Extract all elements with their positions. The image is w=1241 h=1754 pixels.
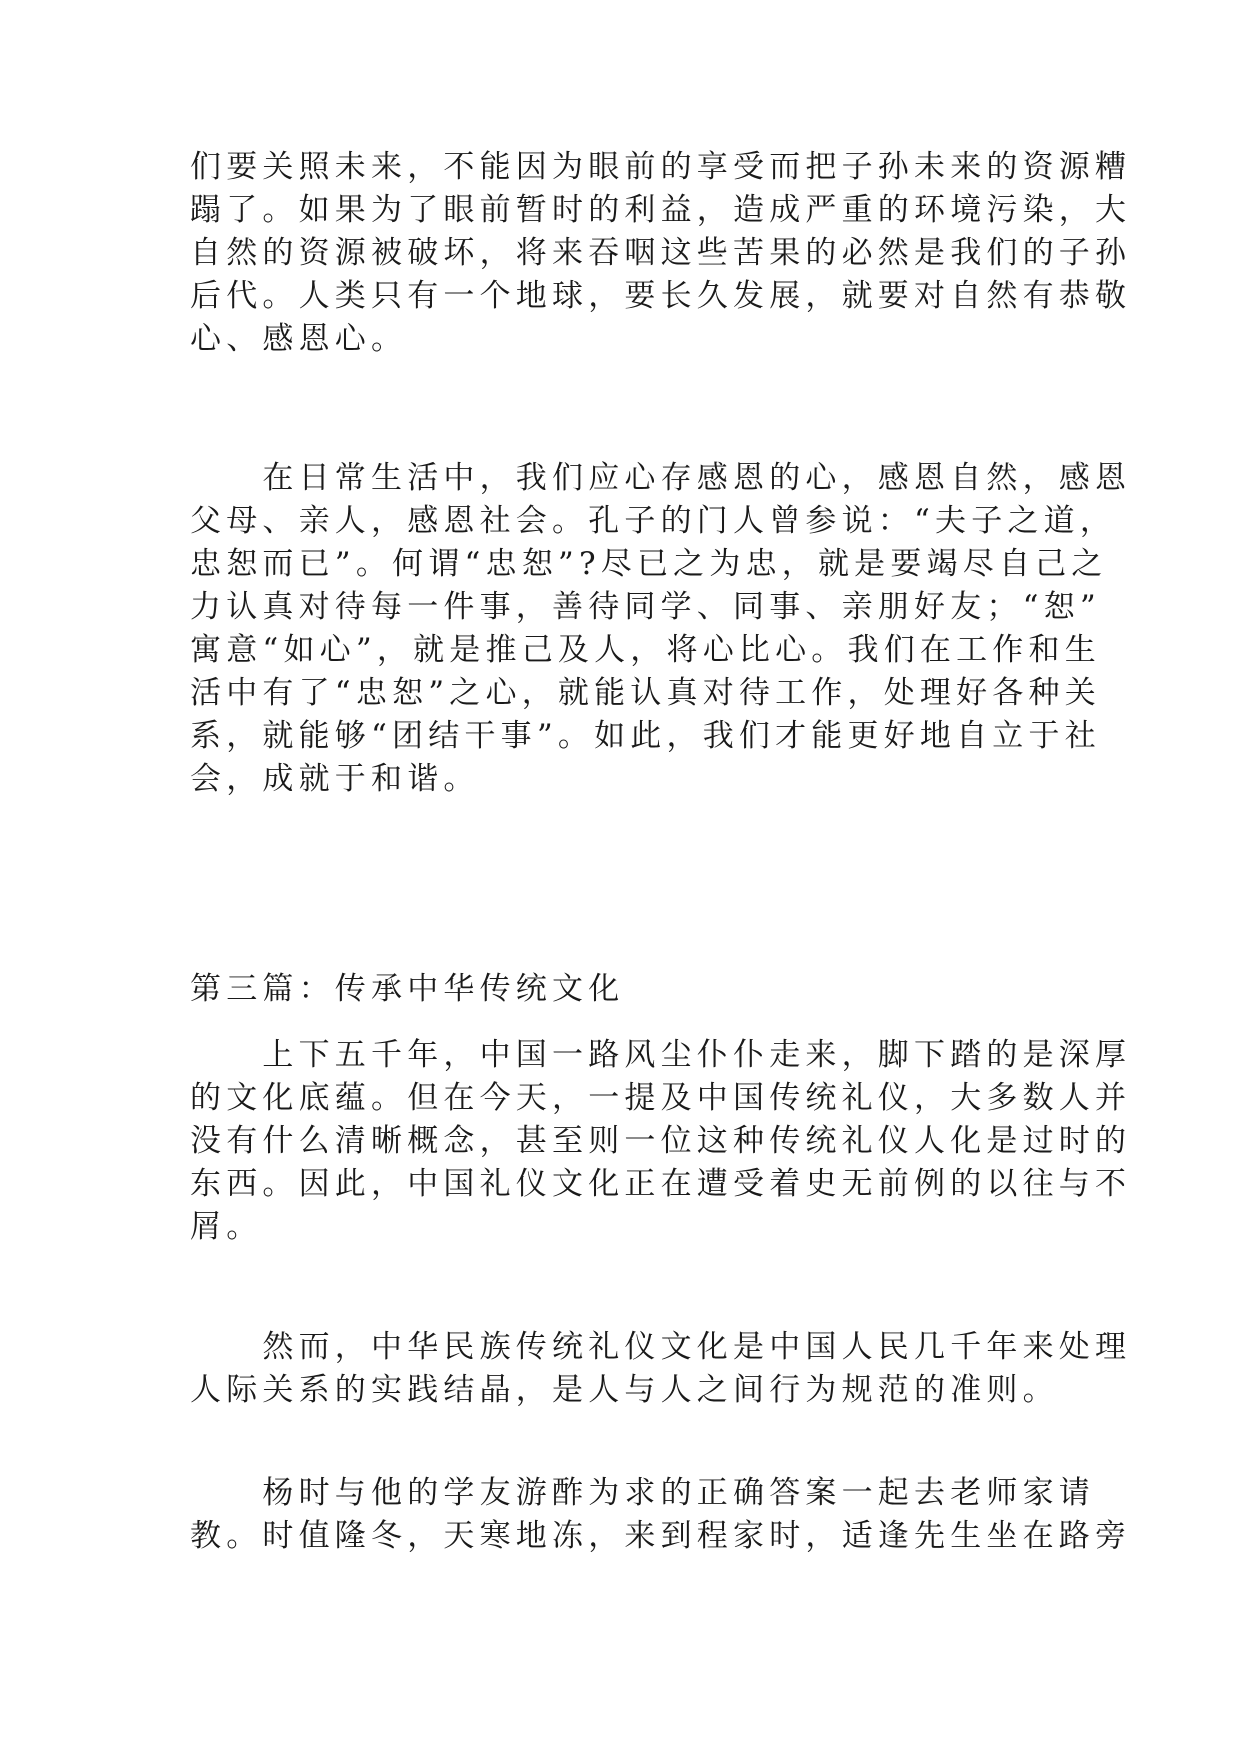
text-line: 没有什么清晰概念，甚至则一位这种传统礼仪人化是过时的 (190, 1123, 1132, 1159)
text-line: 蹋了。如果为了眼前暂时的利益，造成严重的环境污染，大 (190, 192, 1132, 228)
text-line: 教。时值隆冬，天寒地冻，来到程家时，适逢先生坐在路旁 (190, 1518, 1132, 1554)
text-line: 在日常生活中，我们应心存感恩的心，感恩自然，感恩 (190, 460, 1132, 496)
text-line: 会，成就于和谐。 (190, 761, 480, 797)
paragraph-etiquette-value (190, 1326, 1132, 1412)
text-line: 们要关照未来，不能因为眼前的享受而把子孙未来的资源糟 (190, 149, 1132, 185)
paragraph-environment (190, 146, 1132, 361)
paragraph-etiquette-intro (190, 1034, 1132, 1249)
text-line: 忠恕而已”。何谓“忠恕”?尽已之为忠，就是要竭尽自己之 (190, 546, 1108, 582)
text-line: 然而，中华民族传统礼仪文化是中国人民几千年来处理 (190, 1329, 1132, 1365)
text-line: 力认真对待每一件事，善待同学、同事、亲朋好友；“恕” (190, 589, 1101, 625)
text-line: 上下五千年，中国一路风尘仆仆走来，脚下踏的是深厚 (190, 1037, 1132, 1073)
text-line: 活中有了“忠恕”之心，就能认真对待工作，处理好各种关 (190, 675, 1101, 711)
text-line: 自然的资源被破坏，将来吞咽这些苦果的必然是我们的子孙 (190, 235, 1132, 271)
text-line: 心、感恩心。 (190, 321, 408, 357)
text-line: 后代。人类只有一个地球，要长久发展，就要对自然有恭敬 (190, 278, 1132, 314)
text-line: 屑。 (190, 1209, 263, 1245)
text-line: 人际关系的实践结晶，是人与人之间行为规范的准则。 (190, 1372, 1059, 1408)
text-line: 东西。因此，中国礼仪文化正在遭受着史无前例的以往与不 (190, 1166, 1132, 1202)
text-line: 寓意“如心”，就是推己及人，将心比心。我们在工作和生 (190, 632, 1101, 668)
paragraph-yang-shi-story (190, 1472, 1132, 1558)
text-line: 系，就能够“团结干事”。如此，我们才能更好地自立于社 (190, 718, 1101, 754)
text-line: 父母、亲人，感恩社会。孔子的门人曾参说：“夫子之道， (190, 503, 1117, 539)
section-heading (190, 968, 1070, 1011)
text-line: 的文化底蕴。但在今天，一提及中国传统礼仪，大多数人并 (190, 1080, 1132, 1116)
text-line: 杨时与他的学友游酢为求的正确答案一起去老师家请 (190, 1475, 1095, 1511)
paragraph-gratitude (190, 457, 1132, 801)
section-heading-text: 第三篇：传承中华传统文化 (190, 971, 625, 1007)
